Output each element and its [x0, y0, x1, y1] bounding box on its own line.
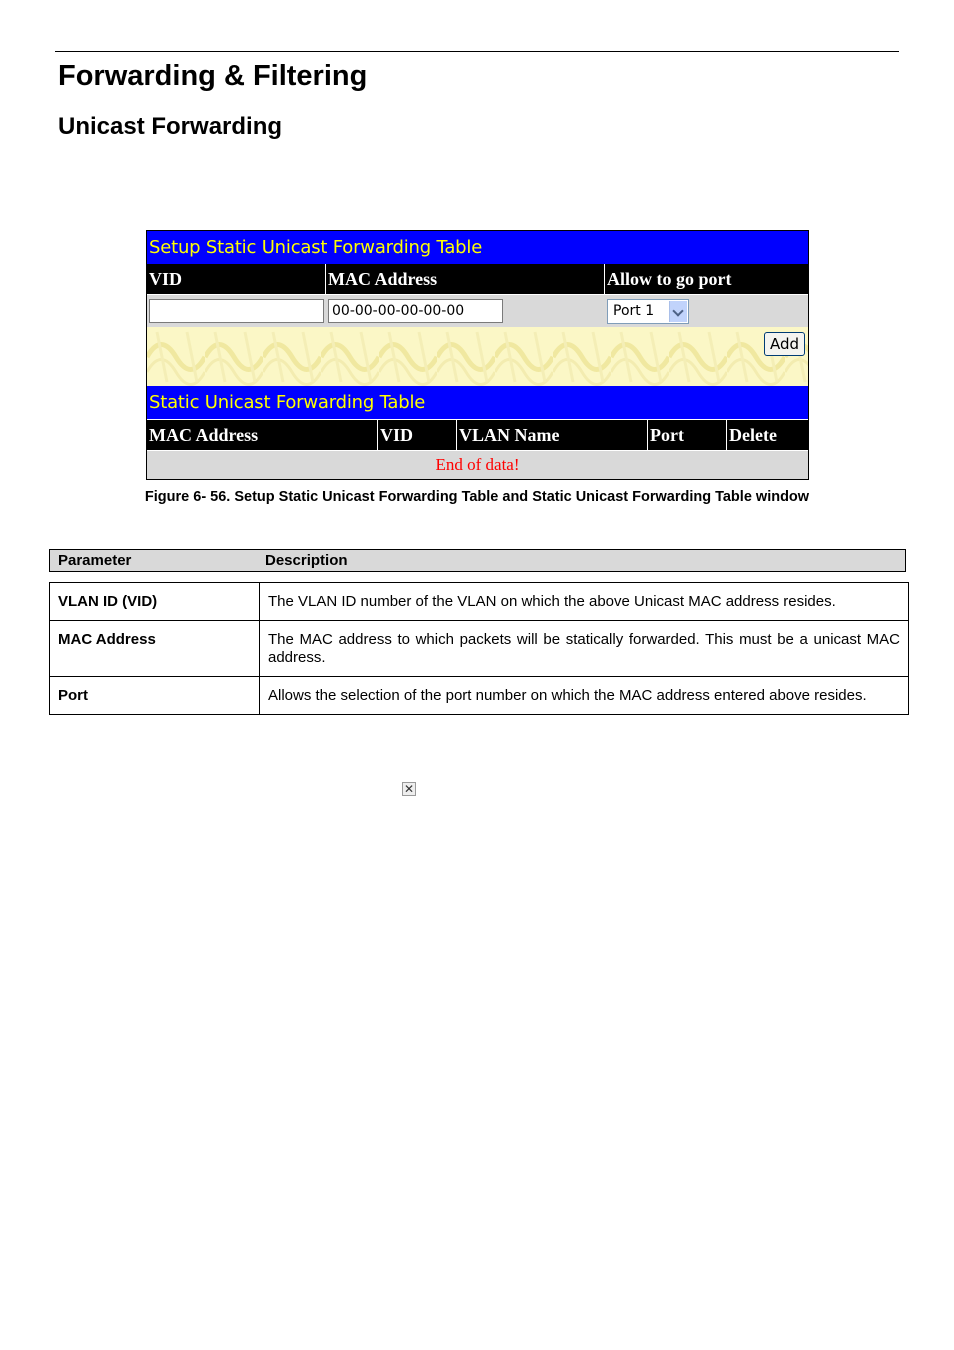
section-title: Unicast Forwarding: [58, 113, 283, 140]
background-pattern: [147, 327, 808, 386]
param-table: [49, 582, 909, 715]
col-vid: VID: [147, 264, 326, 294]
mac-address-input[interactable]: 00-00-00-00-00-00: [328, 299, 503, 323]
col-static-port: Port: [648, 420, 727, 450]
add-button[interactable]: Add: [764, 332, 805, 356]
param-name: Port: [50, 677, 260, 715]
param-name: MAC Address: [50, 621, 260, 677]
param-table-header: [49, 549, 906, 572]
forwarding-screenshot: [146, 230, 809, 480]
top-rule: [55, 51, 899, 52]
chevron-down-icon[interactable]: [669, 301, 687, 322]
param-description: The MAC address to which packets will be statically forwarded. This must be a unicast MAC address.: [260, 621, 909, 677]
param-description: Allows the selection of the port number on which the MAC address entered above resides.: [260, 677, 909, 715]
col-static-vid: VID: [378, 420, 457, 450]
end-of-data: End of data!: [147, 451, 808, 479]
col-mac-address: MAC Address: [326, 264, 605, 294]
action-row: [147, 327, 808, 386]
port-select-value: Port 1: [613, 303, 655, 319]
col-static-mac: MAC Address: [147, 420, 378, 450]
col-static-vlan-name: VLAN Name: [457, 420, 648, 450]
table-row: [50, 621, 909, 677]
port-select[interactable]: [607, 299, 689, 324]
param-name: VLAN ID (VID): [50, 583, 260, 621]
page-title: Forwarding & Filtering: [58, 60, 368, 92]
col-allow-port: Allow to go port: [605, 264, 808, 294]
table-row: [50, 583, 909, 621]
vid-input[interactable]: [149, 299, 324, 323]
figure-caption: Figure 6- 56. Setup Static Unicast Forwarding Table and Static Unicast Forwarding Table window: [144, 489, 810, 505]
description-header: Description: [265, 552, 348, 569]
static-table-title: Static Unicast Forwarding Table: [147, 386, 808, 419]
setup-table-title: Setup Static Unicast Forwarding Table: [147, 231, 808, 264]
param-header: Parameter: [58, 552, 132, 569]
setup-input-row: [147, 295, 808, 327]
col-static-delete: Delete: [727, 420, 808, 450]
param-description: The VLAN ID number of the VLAN on which the above Unicast MAC address resides.: [260, 583, 909, 621]
table-row: [50, 677, 909, 715]
broken-image-icon: ✕: [403, 782, 415, 796]
